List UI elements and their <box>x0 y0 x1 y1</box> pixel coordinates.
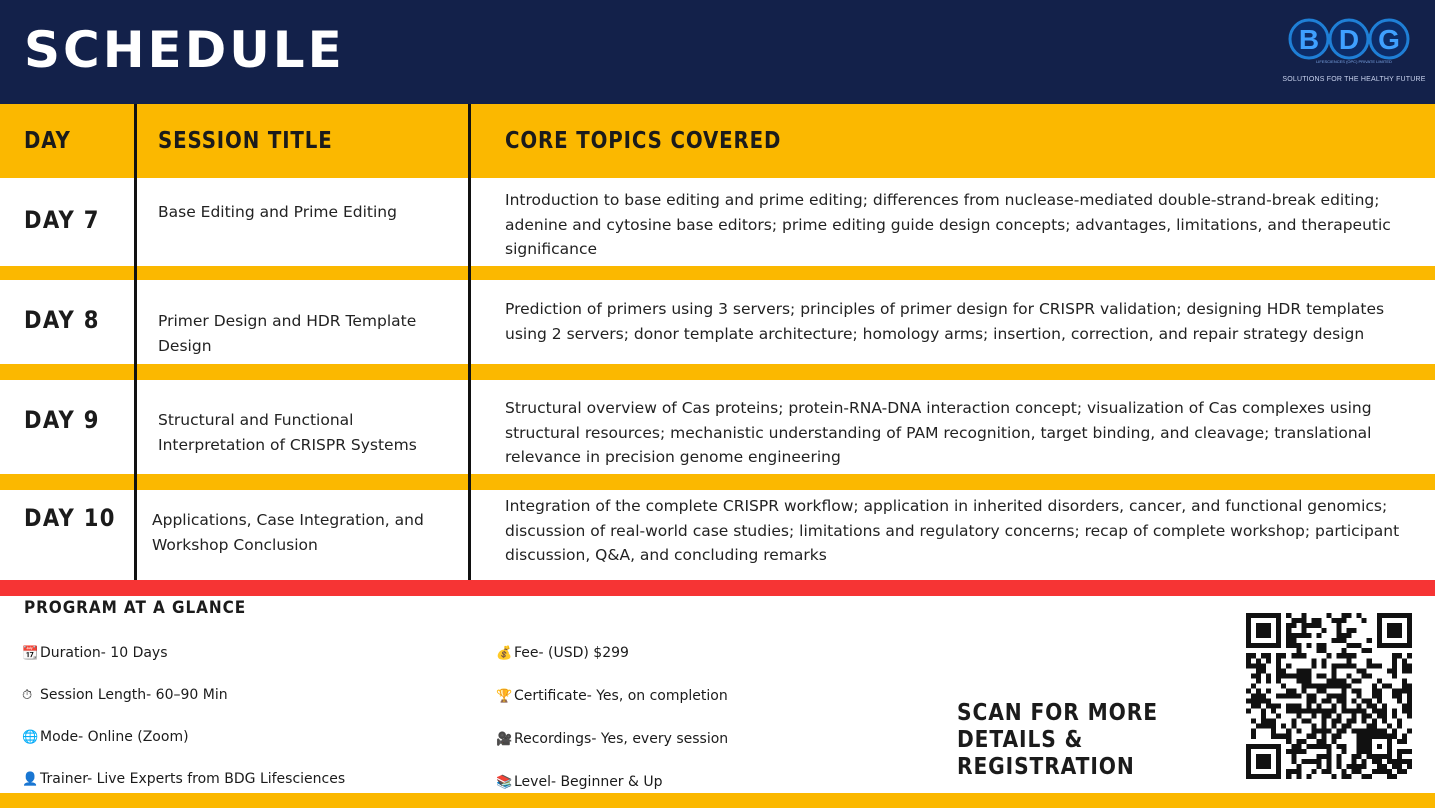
row-separator <box>0 266 1435 280</box>
fact-trainer <box>22 771 345 787</box>
fact-text: Session Length- 60–90 Min <box>40 687 228 703</box>
calendar-icon: 📆 <box>22 646 39 661</box>
svg-text:B: B <box>1298 24 1320 55</box>
video-camera-icon: 🎥 <box>496 732 513 747</box>
person-icon: 👤 <box>22 772 39 787</box>
row-session-title: Base Editing and Prime Editing <box>158 203 397 221</box>
fact-duration <box>22 645 168 661</box>
row-session-title: Structural and Functional Interpretation of CRISPR Systems <box>158 411 417 454</box>
row-day: DAY 10 <box>24 504 116 532</box>
row-separator <box>0 474 1435 490</box>
row-session-title: Primer Design and HDR Template Design <box>158 312 417 355</box>
fact-mode <box>22 729 189 745</box>
scan-for-details-text: SCAN FOR MORE DETAILS & REGISTRATION <box>957 700 1158 780</box>
fact-text: Fee- (USD) $299 <box>514 645 629 661</box>
stopwatch-icon: ⏱ <box>22 688 33 703</box>
row-topics: Prediction of primers using 3 servers; principles of primer design for CRISPR validation; designing HDR templates using 2 servers; donor template architecture; homology arms; insertion, correction, and repair strategy design <box>505 300 1385 343</box>
money-bag-icon: 💰 <box>496 646 513 661</box>
header-bar <box>0 0 1435 104</box>
logo-subline: LIFESCIENCES (OPC) PRIVATE LIMITED <box>1316 59 1392 64</box>
fact-recordings <box>496 731 728 747</box>
row-session-title: Applications, Case Integration, and Workshop Conclusion <box>152 511 424 554</box>
fact-text: Level- Beginner & Up <box>514 774 663 790</box>
bdg-logo <box>1280 16 1428 88</box>
row-separator <box>0 364 1435 380</box>
row-day: DAY 8 <box>24 306 100 334</box>
column-divider <box>468 104 471 580</box>
fact-text: Mode- Online (Zoom) <box>40 729 189 745</box>
books-icon: 📚 <box>496 775 513 790</box>
bdg-logo-mark <box>1280 16 1428 64</box>
fact-level <box>496 774 663 790</box>
logo-tagline: SOLUTIONS FOR THE HEALTHY FUTURE <box>1282 76 1426 83</box>
schedule-table <box>0 104 1435 580</box>
row-topics: Structural overview of Cas proteins; protein-RNA-DNA interaction concept; visualization of Cas complexes using structural resources; mechanistic understanding of PAM recognition, target binding, and cleavage; translational relevance in precision genome engineering <box>505 399 1372 466</box>
row-topics: Integration of the complete CRISPR workflow; application in inherited disorders, cancer, and functional genomics; discussion of real-world case studies; limitations and regulatory concerns; recap of complete workshop; participant discussion, Q&A, and concluding remarks <box>505 497 1400 564</box>
fact-session-length <box>22 687 228 703</box>
header-session-title: SESSION TITLE <box>158 128 333 154</box>
row-day: DAY 7 <box>24 206 100 234</box>
red-divider-band <box>0 580 1435 596</box>
fact-text: Recordings- Yes, every session <box>514 731 729 747</box>
fact-text: Trainer- Live Experts from BDG Lifesciences <box>40 771 346 787</box>
fact-certificate <box>496 688 728 704</box>
fact-text: Certificate- Yes, on completion <box>514 688 728 704</box>
trophy-icon: 🏆 <box>496 689 513 704</box>
bottom-yellow-band <box>0 793 1435 808</box>
header-day: DAY <box>24 128 71 154</box>
svg-text:G: G <box>1378 24 1400 55</box>
column-divider <box>134 104 137 580</box>
header-core-topics: CORE TOPICS COVERED <box>505 128 782 154</box>
svg-text:D: D <box>1338 24 1360 55</box>
row-topics: Introduction to base editing and prime editing; differences from nuclease-mediated double-strand-break editing; adenine and cytosine base editors; prime editing guide design concepts; advantages, limitations, and therapeutic significance <box>505 191 1391 258</box>
fact-text: Duration- 10 Days <box>40 645 168 661</box>
page-title: SCHEDULE <box>24 21 345 79</box>
fact-fee <box>496 645 629 661</box>
row-day: DAY 9 <box>24 406 100 434</box>
program-at-a-glance-title: PROGRAM AT A GLANCE <box>24 598 247 618</box>
globe-icon: 🌐 <box>22 730 39 745</box>
qr-code[interactable] <box>1246 613 1412 779</box>
